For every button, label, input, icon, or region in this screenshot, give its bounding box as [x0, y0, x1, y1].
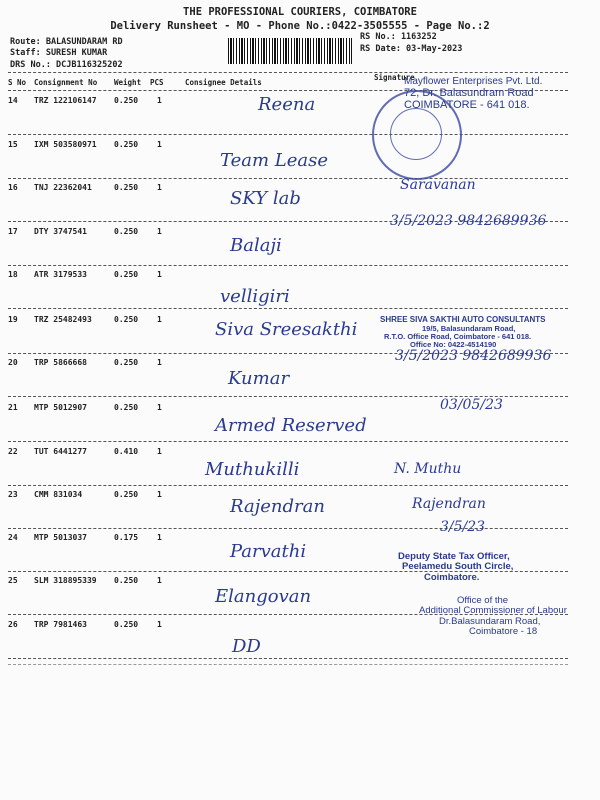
row-divider — [8, 134, 568, 135]
row-pcs: 1 — [157, 270, 162, 279]
row-sno: 14 — [8, 96, 18, 105]
row-pcs: 1 — [157, 140, 162, 149]
consignee-handwriting: Rajendran — [230, 496, 325, 517]
route-label: Route: BALASUNDARAM RD — [10, 37, 123, 47]
consignee-handwriting: Elangovan — [215, 586, 312, 607]
consignee-handwriting: Muthukilli — [205, 459, 300, 480]
row-divider — [8, 485, 568, 486]
consignee-handwriting: velligiri — [220, 286, 290, 307]
row-weight: 0.250 — [114, 403, 139, 412]
row-divider — [8, 441, 568, 442]
row-consignment: IXM 503580971 — [34, 140, 97, 149]
row-pcs: 1 — [157, 227, 162, 236]
rs-date: RS Date: 03-May-2023 — [360, 44, 463, 54]
row-sno: 17 — [8, 227, 18, 236]
mayflower-stamp: Mayflower Enterprises Pvt. Ltd. 72, Dr. Balasundram Road COIMBATORE - 641 018. — [404, 76, 543, 112]
row-pcs: 1 — [157, 533, 162, 542]
row-consignment: ATR 3179533 — [34, 270, 87, 279]
row-sno: 26 — [8, 620, 18, 629]
row-sno: 22 — [8, 447, 18, 456]
signature-handwriting: 3/5/23 — [440, 519, 486, 535]
consignee-handwriting: Kumar — [228, 368, 290, 389]
row-consignment: SLM 318895339 — [34, 576, 97, 585]
consignee-handwriting: Reena — [258, 94, 316, 115]
row-weight: 0.250 — [114, 358, 139, 367]
drs-number: DRS No.: DCJB116325202 — [10, 60, 123, 70]
staff-label: Staff: SURESH KUMAR — [10, 48, 108, 58]
row-consignment: TNJ 22362041 — [34, 183, 92, 192]
labour-commissioner-stamp: Office of the Additional Commissioner of Labour Dr.Balasundaram Road, Coimbatore - 18 — [419, 595, 567, 638]
signature-handwriting: Saravanan — [400, 177, 476, 193]
row-weight: 0.250 — [114, 227, 139, 236]
row-consignment: TUT 6441277 — [34, 447, 87, 456]
consignee-handwriting: Team Lease — [220, 150, 329, 171]
consignee-handwriting: Armed Reserved — [215, 415, 367, 436]
signature-handwriting: 3/5/2023 9842689936 — [395, 348, 552, 364]
row-weight: 0.250 — [114, 270, 139, 279]
signature-handwriting: Rajendran — [412, 496, 486, 512]
signature-handwriting: 3/5/2023 9842689936 — [390, 213, 547, 229]
deputy-tax-stamp: Deputy State Tax Officer, Peelamedu South Circle, Coimbatore. — [398, 551, 514, 583]
rs-number: RS No.: 1163252 — [360, 32, 437, 42]
col-weight: Weight — [114, 78, 142, 87]
row-consignment: TRZ 122106147 — [34, 96, 97, 105]
row-divider — [8, 658, 568, 659]
row-weight: 0.250 — [114, 96, 139, 105]
col-sno: S No — [8, 78, 27, 87]
row-sno: 20 — [8, 358, 18, 367]
row-sno: 23 — [8, 490, 18, 499]
consignee-handwriting: Balaji — [230, 235, 282, 256]
row-pcs: 1 — [157, 183, 162, 192]
table-end-divider — [8, 664, 568, 665]
row-weight: 0.250 — [114, 140, 139, 149]
row-sno: 24 — [8, 533, 18, 542]
col-pcs: PCS — [150, 78, 164, 87]
col-signature: Signature — [374, 73, 415, 82]
company-title: THE PROFESSIONAL COURIERS, COIMBATORE — [183, 6, 417, 18]
row-weight: 0.250 — [114, 183, 139, 192]
row-weight: 0.175 — [114, 533, 139, 542]
barcode — [228, 38, 352, 64]
row-weight: 0.410 — [114, 447, 139, 456]
row-pcs: 1 — [157, 490, 162, 499]
row-sno: 16 — [8, 183, 18, 192]
row-consignment: DTY 3747541 — [34, 227, 87, 236]
row-pcs: 1 — [157, 358, 162, 367]
row-pcs: 1 — [157, 620, 162, 629]
row-weight: 0.250 — [114, 620, 139, 629]
row-sno: 15 — [8, 140, 18, 149]
row-pcs: 1 — [157, 576, 162, 585]
row-consignment: TRZ 25482493 — [34, 315, 92, 324]
row-weight: 0.250 — [114, 315, 139, 324]
row-consignment: TRP 5866668 — [34, 358, 87, 367]
row-sno: 19 — [8, 315, 18, 324]
row-sno: 18 — [8, 270, 18, 279]
row-pcs: 1 — [157, 315, 162, 324]
col-consignment: Consignment No — [34, 78, 98, 87]
row-pcs: 1 — [157, 403, 162, 412]
row-divider — [8, 308, 568, 309]
row-sno: 21 — [8, 403, 18, 412]
row-sno: 25 — [8, 576, 18, 585]
row-weight: 0.250 — [114, 576, 139, 585]
consignee-handwriting: Siva Sreesakthi — [215, 319, 358, 340]
row-weight: 0.250 — [114, 490, 139, 499]
consignee-handwriting: DD — [232, 636, 261, 657]
runsheet-title: Delivery Runsheet - MO - Phone No.:0422-3505555 - Page No.:2 — [110, 20, 490, 32]
row-consignment: CMM 831034 — [34, 490, 83, 499]
signature-handwriting: N. Muthu — [394, 461, 462, 477]
shree-siva-sakthi-stamp: SHREE SIVA SAKTHI AUTO CONSULTANTS 19/5, Balasundaram Road, R.T.O. Office Road, Coimbatore - 641 018. Office No: 0422-4514190 — [380, 315, 546, 350]
row-consignment: MTP 5013037 — [34, 533, 87, 542]
header-divider — [8, 72, 568, 73]
row-consignment: MTP 5012907 — [34, 403, 87, 412]
consignee-handwriting: SKY lab — [230, 188, 301, 209]
row-divider — [8, 265, 568, 266]
col-consignee: Consignee Details — [185, 78, 262, 87]
row-divider — [8, 178, 568, 179]
row-consignment: TRP 7981463 — [34, 620, 87, 629]
row-pcs: 1 — [157, 96, 162, 105]
consignee-handwriting: Parvathi — [230, 541, 307, 562]
signature-handwriting: 03/05/23 — [440, 397, 503, 413]
row-pcs: 1 — [157, 447, 162, 456]
